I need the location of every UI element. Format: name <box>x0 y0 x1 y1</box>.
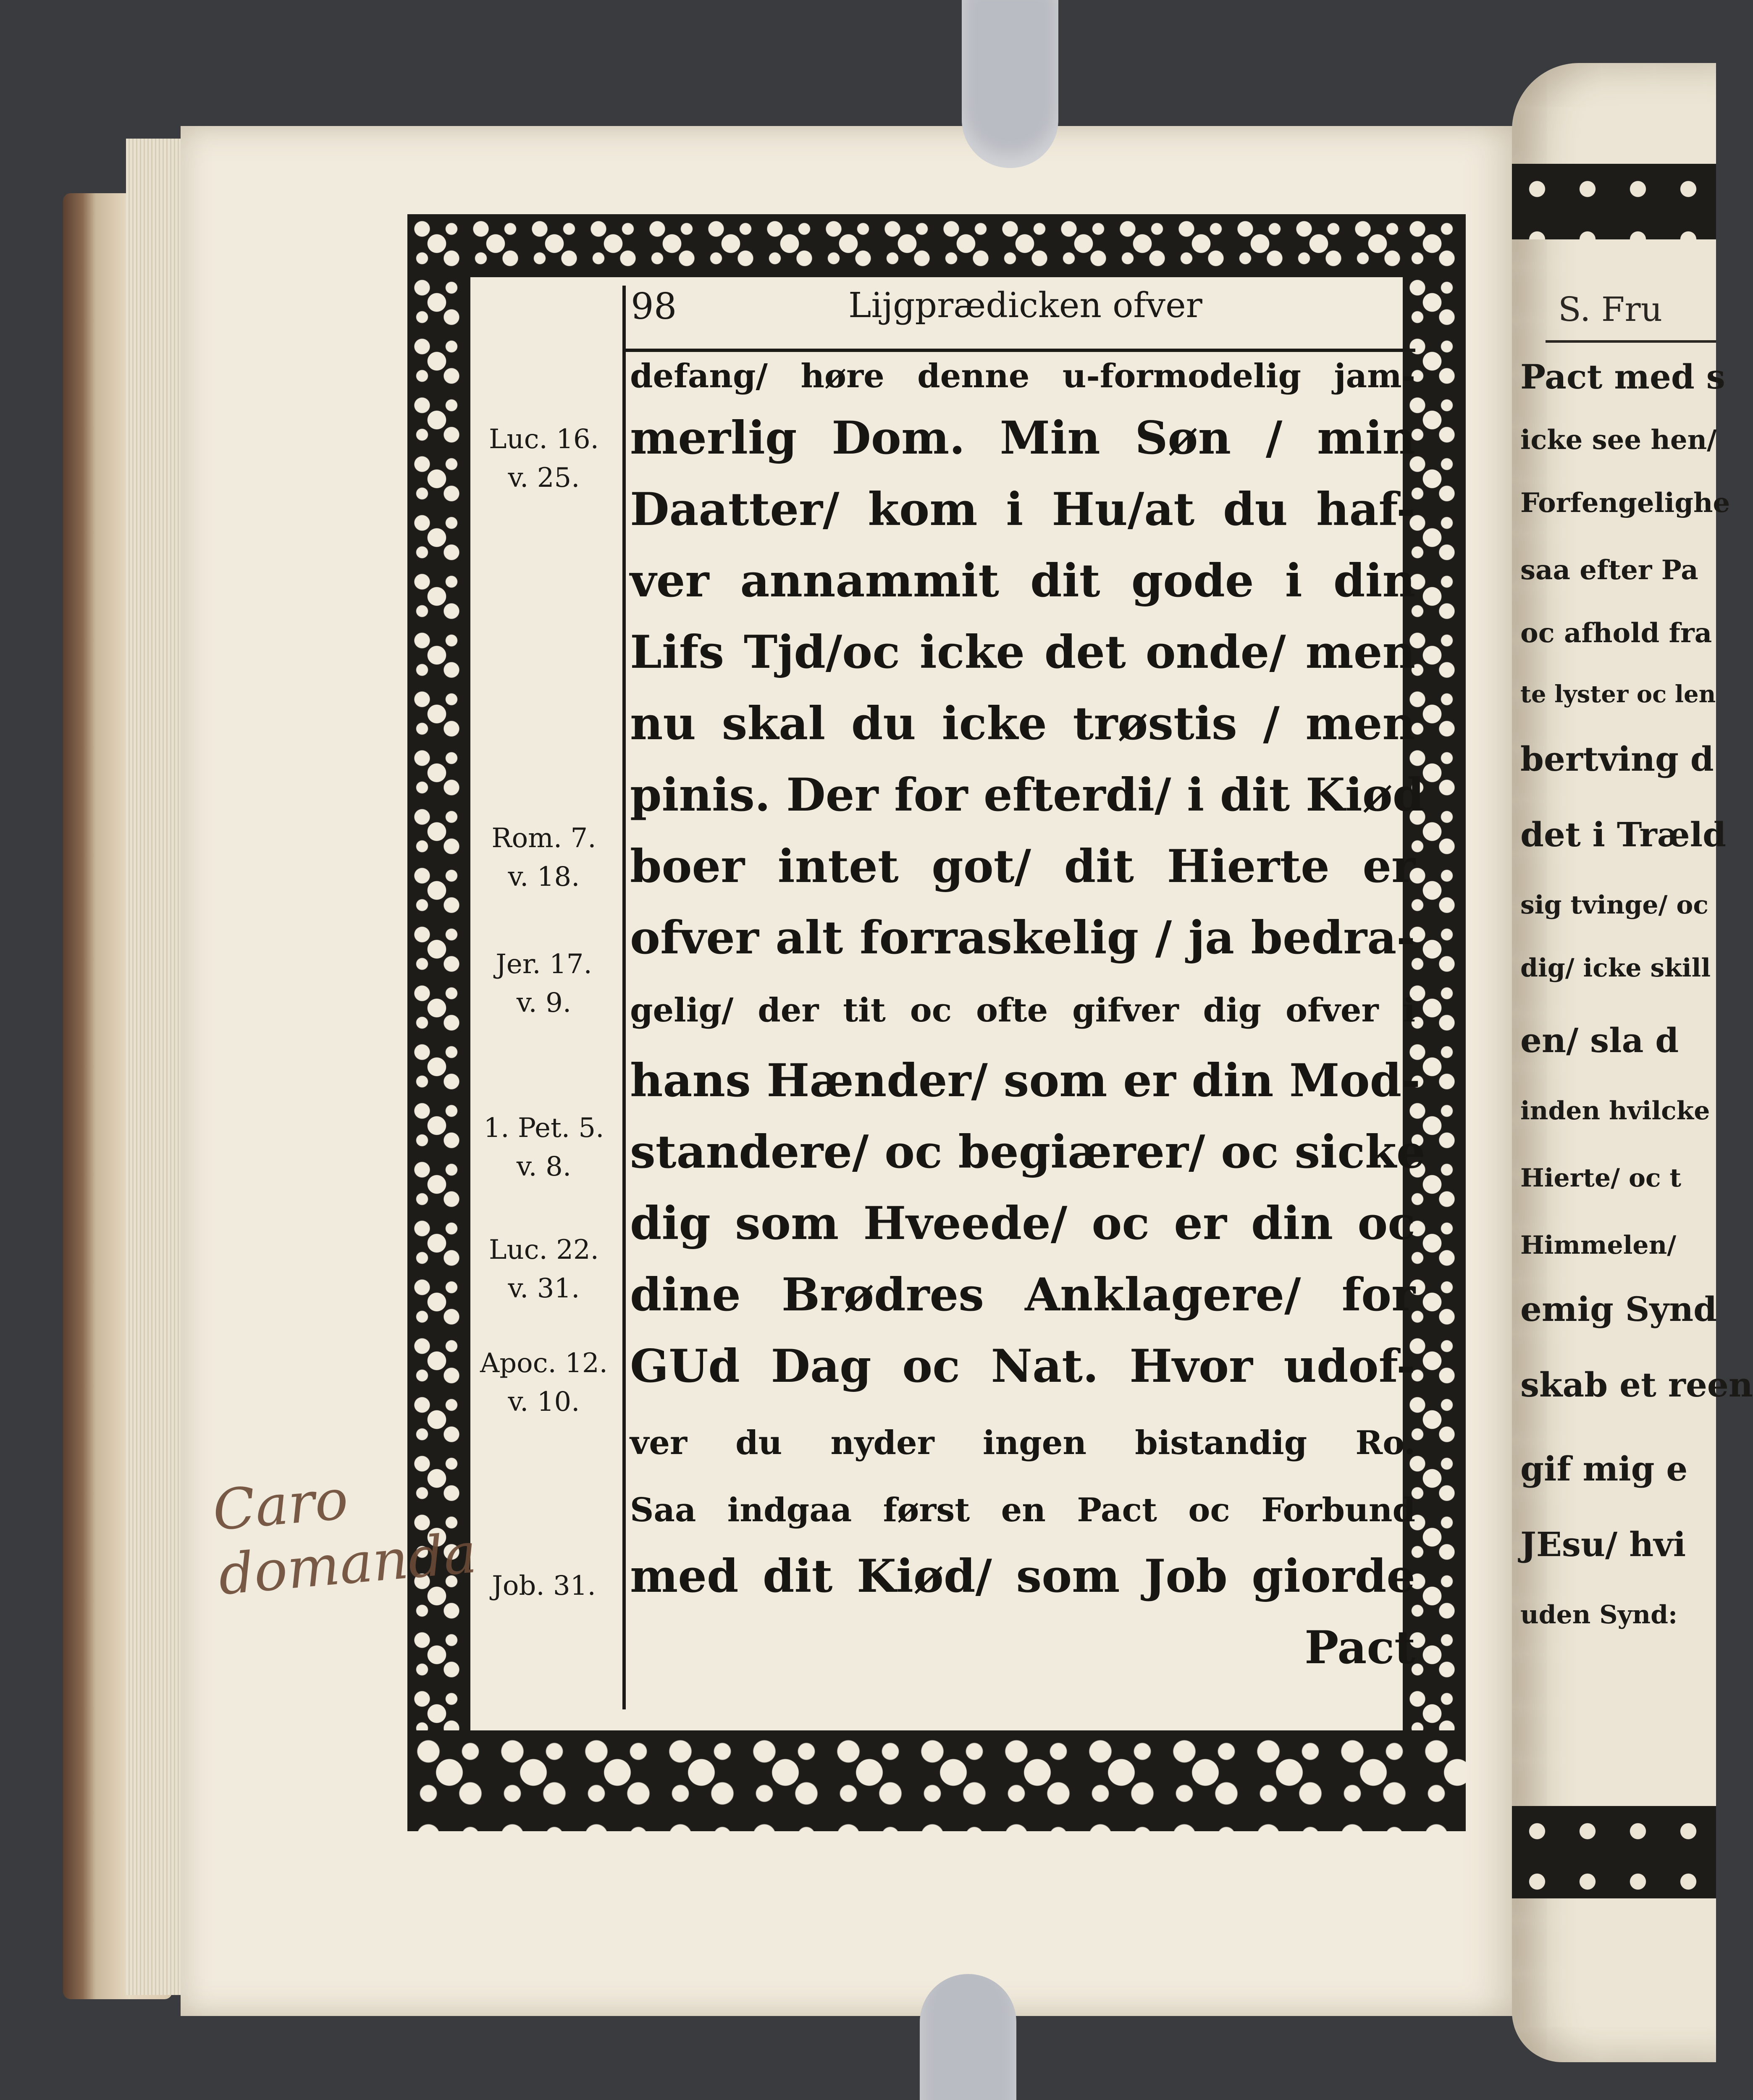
page-number: 98 <box>631 286 677 328</box>
margin-note: Rom. 7. v. 18. <box>491 823 596 892</box>
text-line: GUd Dag oc Nat. Hvor udof- <box>630 1340 1415 1393</box>
text-line: dig som Hveede/ oc er din oc <box>630 1197 1415 1250</box>
right-text-line: Forfengelighe <box>1520 487 1730 519</box>
text-line: med dit Kiød/ som Job giorde <box>630 1550 1415 1603</box>
margin-note: 1. Pet. 5. v. 8. <box>483 1113 604 1182</box>
book-clip-top <box>962 0 1058 168</box>
text-line: hans Hænder/ som er din Mod- <box>630 1054 1420 1107</box>
text-line: standere/ oc begiærer/ oc sicke <box>630 1126 1425 1179</box>
page-stack-edges <box>126 139 189 1995</box>
text-line: defang/ høre denne u-formodelig jam- <box>630 357 1415 395</box>
text-line: merlig Dom. Min Søn / min <box>630 412 1415 465</box>
right-text-line: Hierte/ oc t <box>1520 1163 1682 1193</box>
right-text-line: emig Synd <box>1520 1289 1717 1329</box>
right-text-line: gif mig e <box>1520 1449 1688 1488</box>
right-text-line: saa efter Pa <box>1520 554 1698 586</box>
right-text-line: dig/ icke skill <box>1520 953 1711 983</box>
margin-note: Jer. 17. v. 9. <box>496 949 592 1018</box>
text-line: Daatter/ kom i Hu/at du haf- <box>630 483 1415 536</box>
text-line: Pact <box>1304 1621 1415 1674</box>
right-text-line: en/ sla d <box>1520 1021 1679 1060</box>
text-line: gelig/ der tit oc ofte gifver dig ofver i <box>630 991 1415 1029</box>
margin-note: Apoc. 12. v. 10. <box>480 1348 608 1418</box>
running-head-title: Lijgprædicken ofver <box>848 286 1202 326</box>
right-text-line: Himmelen/ <box>1520 1231 1677 1260</box>
margin-note: Luc. 22. v. 31. <box>488 1234 599 1304</box>
right-text-line: icke see hen/ <box>1520 424 1717 456</box>
text-line: boer intet got/ dit Hierte er <box>630 840 1415 893</box>
margin-column-rule <box>622 286 626 1709</box>
right-text-line: inden hvilcke <box>1520 1096 1710 1126</box>
right-text-line: sig tvinge/ oc <box>1520 890 1708 920</box>
text-block <box>470 277 1425 1709</box>
ornament-band-top <box>407 214 1466 277</box>
right-text-line: Pact med s <box>1520 357 1725 396</box>
right-text-line: bertving d <box>1520 739 1714 779</box>
right-ornament-band-top <box>1512 164 1716 239</box>
text-line: dine Brødres Anklagere/ for <box>630 1268 1415 1321</box>
text-line: Lifs Tjd/oc icke det onde/ men <box>630 626 1415 679</box>
margin-note: Luc. 16. v. 25. <box>488 424 599 494</box>
book-clip-bottom <box>920 1974 1016 2100</box>
handwritten-annotation: Caro domanda <box>210 1467 479 1608</box>
text-line: ver du nyder ingen bistandig Ro. <box>630 1424 1415 1462</box>
text-line: Saa indgaa først en Pact oc Forbund <box>630 1491 1415 1529</box>
right-text-line: det i Træld <box>1520 815 1727 854</box>
right-text-line: te lyster oc len <box>1520 680 1716 708</box>
text-line: pinis. Der for efterdi/ i dit Kiød <box>630 769 1425 822</box>
text-line: ver annammit dit gode i din <box>630 554 1415 607</box>
right-running-head: S. Fru <box>1558 290 1663 329</box>
right-page <box>1512 63 1753 2062</box>
text-line: nu skal du icke trøstis / men <box>630 697 1415 750</box>
right-text-line: uden Synd: <box>1520 1600 1678 1630</box>
right-ornament-band-bottom <box>1512 1806 1716 1898</box>
text-line: ofver alt forraskelig / ja bedra- <box>630 911 1415 964</box>
right-text-line: skab et reen <box>1520 1365 1753 1404</box>
right-head-rule <box>1546 340 1716 343</box>
right-text-line: JEsu/ hvi <box>1520 1525 1686 1564</box>
running-head <box>626 286 1415 349</box>
right-text-line: oc afhold fra <box>1520 617 1712 649</box>
head-rule <box>626 349 1415 352</box>
ornament-band-bottom <box>407 1730 1466 1831</box>
margin-note: Job. 31. <box>492 1570 596 1601</box>
